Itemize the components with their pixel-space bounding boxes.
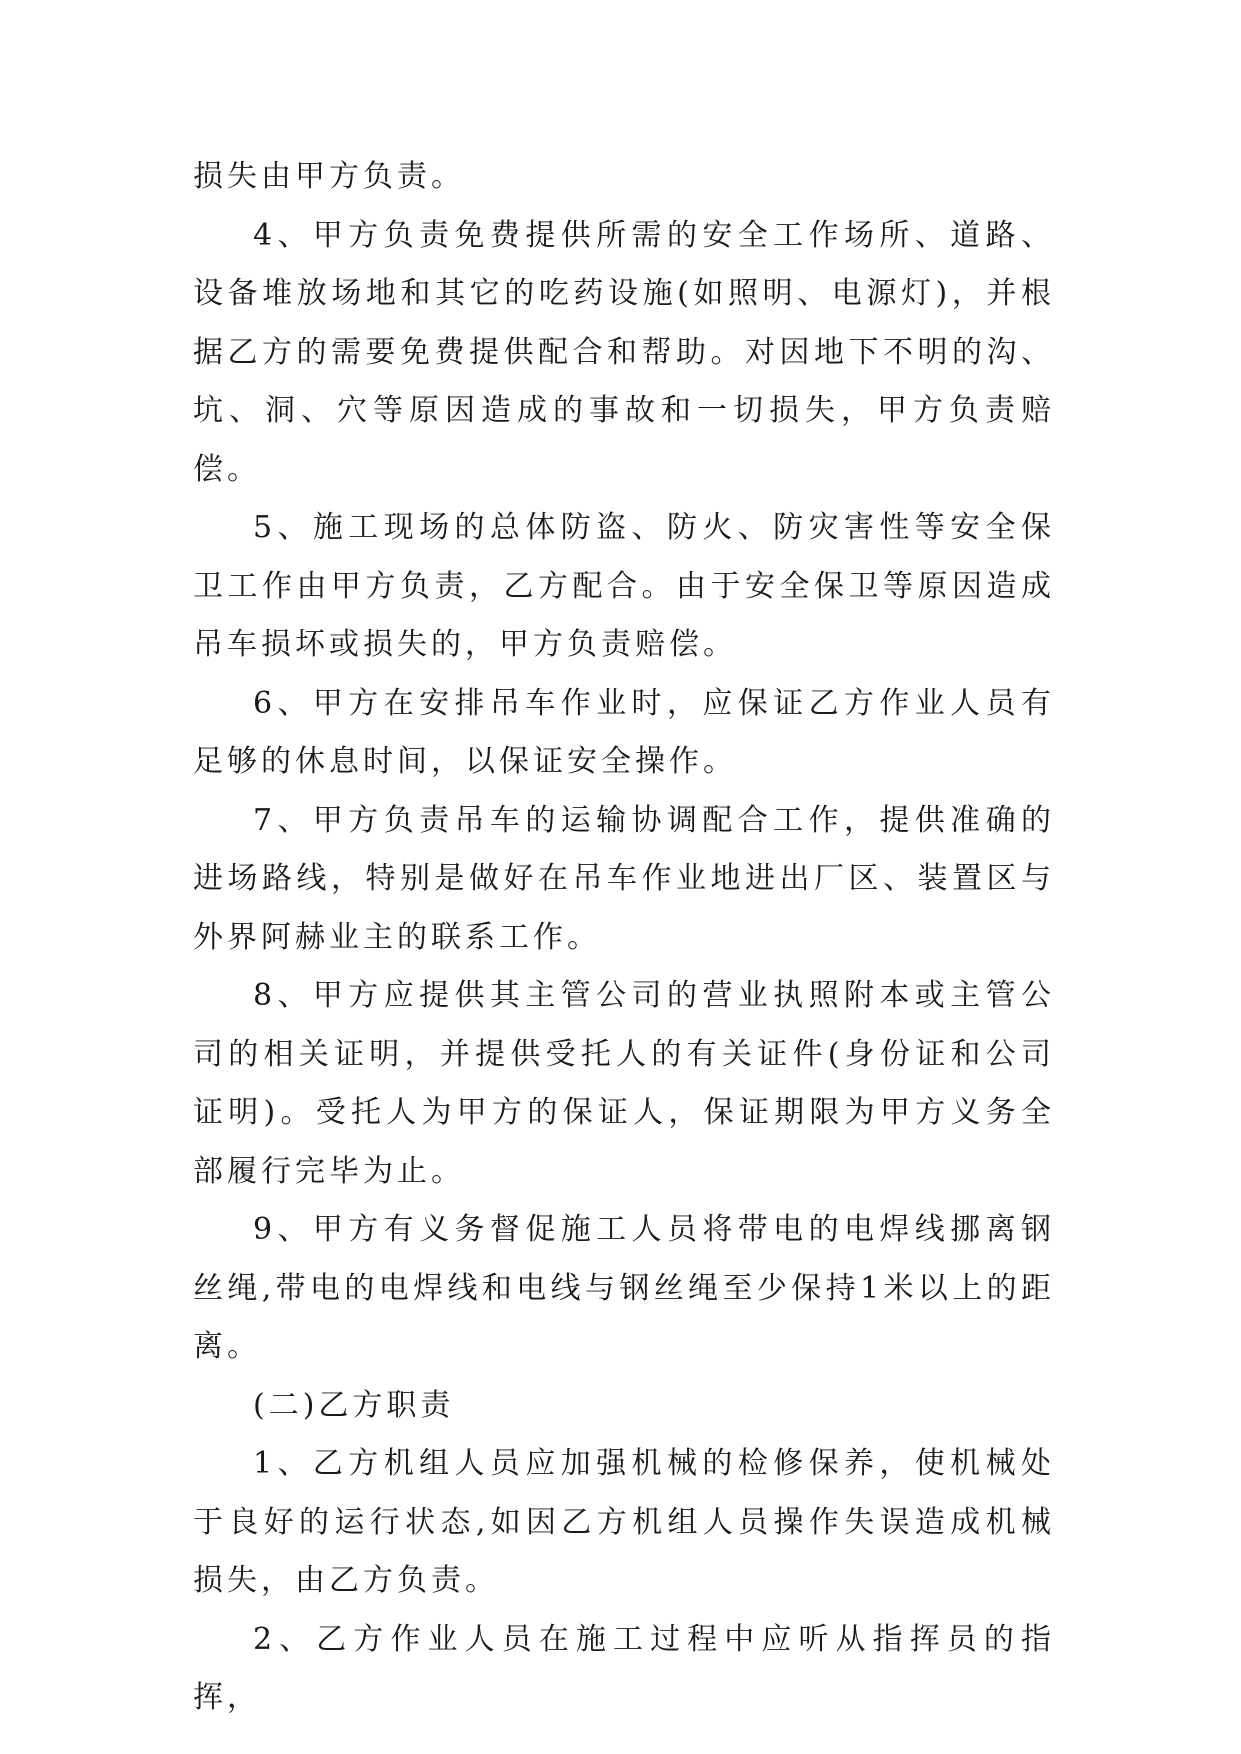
paragraph-b-item-2: 2、乙方作业人员在施工过程中应听从指挥员的指挥， <box>193 1621 1055 1715</box>
paragraph-item-4: 4、甲方负责免费提供所需的安全工作场所、道路、设备堆放场地和其它的吃药设施(如照明、电源灯)，并根据乙方的需要免费提供配合和帮助。对因地下不明的沟、坑、洞、穴等原因造成的事故和一切损失，甲方负责赔偿。 <box>193 217 1055 487</box>
paragraph-item-5: 5、施工现场的总体防盗、防火、防灾害性等安全保卫工作由甲方负责，乙方配合。由于安全保卫等原因造成吊车损坏或损失的，甲方负责赔偿。 <box>193 510 1055 662</box>
section-heading-party-b-duties: (二)乙方职责 <box>253 1387 455 1423</box>
paragraph-item-8: 8、甲方应提供其主管公司的营业执照附本或主管公司的相关证明，并提供受托人的有关证件(身份证和公司证明)。受托人为甲方的保证人，保证期限为甲方义务全部履行完毕为止。 <box>193 978 1055 1189</box>
paragraph-item-6: 6、甲方在安排吊车作业时，应保证乙方作业人员有足够的休息时间，以保证安全操作。 <box>193 685 1055 779</box>
paragraph-item-9: 9、甲方有义务督促施工人员将带电的电焊线挪离钢丝绳,带电的电焊线和电线与钢丝绳至少保持1米以上的距离。 <box>193 1212 1055 1364</box>
document-body <box>193 148 1055 1728</box>
paragraph-b-item-1: 1、乙方机组人员应加强机械的检修保养，使机械处于良好的运行状态,如因乙方机组人员操作失误造成机械损失，由乙方负责。 <box>193 1446 1055 1598</box>
paragraph-item-7: 7、甲方负责吊车的运输协调配合工作，提供准确的进场路线，特别是做好在吊车作业地进出厂区、装置区与外界阿赫业主的联系工作。 <box>193 802 1055 955</box>
paragraph-continuation: 损失由甲方负责。 <box>193 159 465 194</box>
